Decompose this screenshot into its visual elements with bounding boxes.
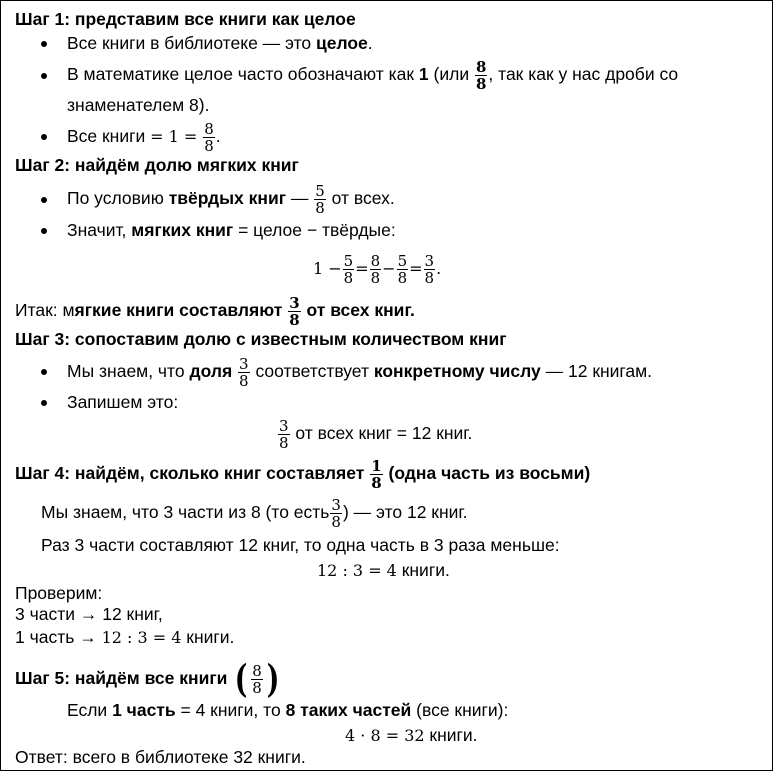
fraction: $\frac{8}{8}$ [204,119,214,155]
step3-bullet2: Запишем это: [67,392,179,412]
step3-heading: Шаг 3: сопоставим долю с известным количеством книг [15,329,507,349]
fraction: $\frac{3}{8}$ [289,293,300,329]
fraction: $\frac{3}{8}$ [279,416,289,452]
fraction: $\frac{1}{8}$ [371,456,382,492]
step2-bullet1: По условию твёрдых книг — $\frac{5}{8}$ от всех. [67,181,395,217]
step4-line2: Раз 3 части составляют 12 книг, то одна часть в 3 раза меньше: [41,535,560,555]
step2-heading: Шаг 2: найдём долю мягких книг [15,155,299,175]
step5-line1: Если 1 часть = 4 книги, то 8 таких частей (все книги): [67,700,509,720]
step5-equation: 4 · 8 = 32 книги. [345,725,478,745]
step1-bullet3: Все книги = 1 = $\frac{8}{8}$ . [67,119,221,155]
check-line2: 1 часть → 12 : 3 = 4 книги. [15,627,235,647]
check-line1: 3 части → 12 книг, [15,604,163,624]
bullet [41,400,47,406]
step3-equation: $\frac{3}{8}$ от всех книг = 12 книг. [279,416,473,452]
bullet [41,41,47,47]
check-title: Проверим: [15,583,103,603]
answer-line: Ответ: всего в библиотеке 32 книги. [15,747,306,767]
step1-bullet1: Все книги в библиотеке — это целое. [67,33,373,53]
step4-line1: Мы знаем, что 3 части из 8 (то есть $\frac{3}{8}$ ) — это 12 книг. [41,495,468,531]
step4-equation: 12 : 3 = 4 книги. [317,560,450,580]
step4-heading: Шаг 4: найдём, сколько книг составляет $\frac{1}{8}$ (одна часть из восьми) [15,456,591,492]
step2-equation: 1 − $\frac{5}{8}$ = $\frac{8}{8}$ − $\frac{5}{8}$ = $\frac{3}{8}$ . [313,252,442,287]
bullet [41,197,47,203]
bullet [41,369,47,375]
fraction: $\frac{5}{8}$ [315,181,325,217]
step2-conclusion: Итак: мягкие книги составляют $\frac{3}{8}$ от всех книг. [15,293,415,329]
fraction: $\frac{3}{8}$ [331,495,341,531]
step1-heading: Шаг 1: представим все книги как целое [15,9,356,29]
bullet [41,228,47,234]
step1-bullet2: В математике целое часто обозначают как 1 (или $\frac{8}{8}$ , так как у нас дроби со [67,57,679,93]
step2-bullet2: Значит, мягких книг = целое − твёрдые: [67,220,396,240]
step3-bullet1: Мы знаем, что доля $\frac{3}{8}$ соответствует конкретному числу — 12 книгам. [67,354,653,390]
step1-bullet2-cont: знаменателем 8). [67,95,210,115]
fraction: $\frac{3}{8}$ [239,354,249,390]
bullet [41,134,47,140]
step5-heading: Шаг 5: найдём все книги ( $\frac{8}{8}$ ) [15,656,280,702]
bullet [41,73,47,79]
fraction: $\frac{8}{8}$ [475,57,487,93]
fraction: $\frac{8}{8}$ [252,661,262,697]
